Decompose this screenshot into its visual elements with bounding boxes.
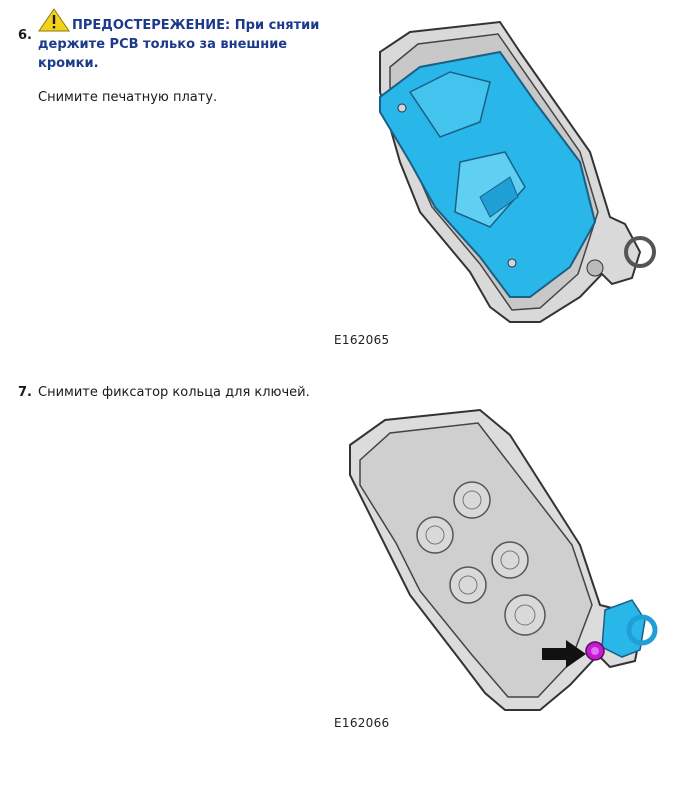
step-6-number: 6. [18,28,32,43]
warning-triangle-icon [38,8,70,32]
step-6-instruction: Снимите печатную плату. [38,90,218,105]
retainer-illustration [340,405,670,715]
caution-text: При снятии держите PCB только за внешние кромки. [38,18,320,71]
step-7-number: 7. [18,385,32,400]
pcb-illustration [340,12,670,332]
arrow-right-icon [542,640,586,668]
caution-label: ПРЕДОСТЕРЕЖЕНИЕ: [72,18,231,33]
figure-label-2: E162066 [334,716,390,730]
caution-block [38,8,323,73]
step-7-instruction: Снимите фиксатор кольца для ключей. [38,385,310,400]
figure-label-1: E162065 [334,333,390,347]
